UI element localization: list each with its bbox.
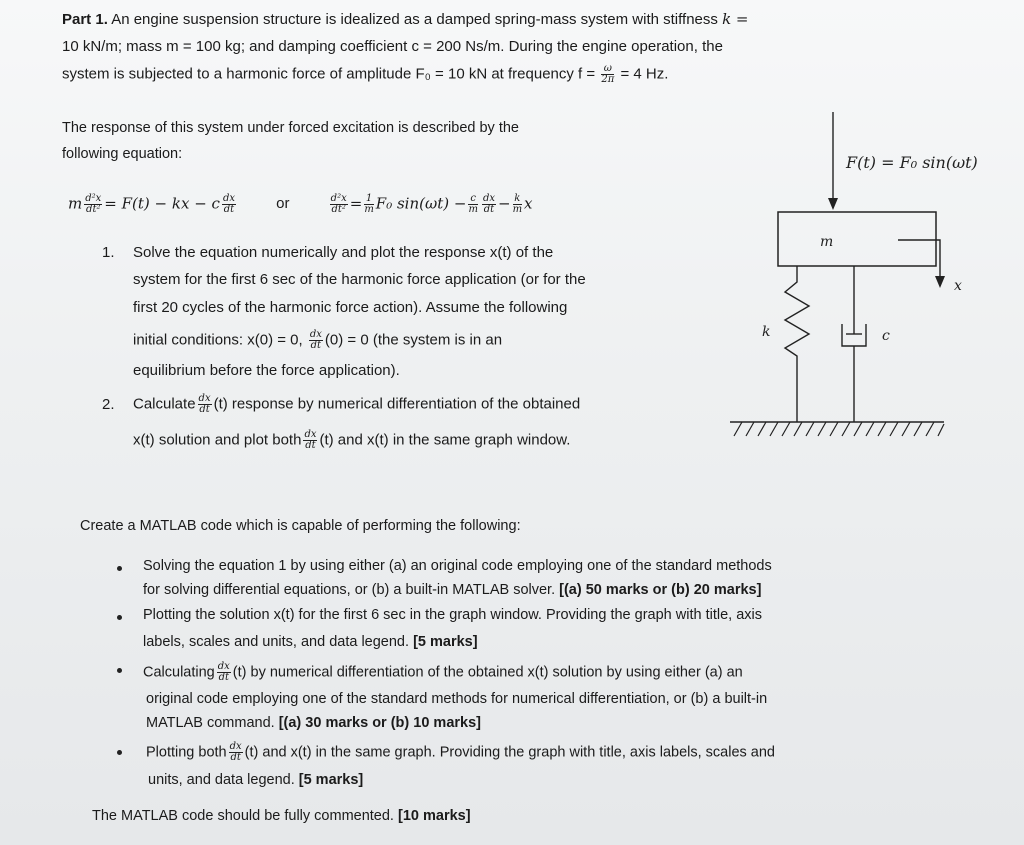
mass-label: m — [820, 234, 834, 250]
spring — [785, 266, 809, 422]
bullet1-line-1: Solving the equation 1 by using either (a) an original code employing one of the standard methods — [143, 558, 772, 574]
eq-m: m — [68, 194, 83, 213]
eq-num: 1 — [365, 193, 373, 204]
bullet-dot — [117, 566, 122, 571]
eq-num: dx — [198, 393, 211, 404]
footer-line — [92, 808, 471, 824]
task2-dxdt-frac — [198, 394, 212, 415]
bullet3-line-3 — [146, 715, 481, 731]
intro-line-2: 10 kN/m; mass m = 100 kg; and damping coefficient c = 200 Ns/m. During the engine operation, the — [62, 38, 723, 55]
bullet3-calc: Calculating — [143, 664, 215, 681]
bullet3-cmd: MATLAB command. — [146, 715, 275, 731]
task1-line-1: Solve the equation numerically and plot the response x(t) of the — [133, 244, 554, 261]
task2-number: 2. — [102, 396, 115, 413]
bullet2-line-1: Plotting the solution x(t) for the first 6 sec in the graph window. Providing the graph with title, axis — [143, 607, 762, 623]
eq2-1m-frac — [364, 194, 373, 215]
eq-num: dx — [482, 193, 495, 204]
bullet1-text: for solving differential equations, or (b) a built-in MATLAB solver. — [143, 582, 556, 598]
intro-text: An engine suspension structure is idealized as a damped spring-mass system with stiffness — [111, 11, 718, 28]
bullet4-units: units, and data legend. — [148, 772, 295, 788]
task1-number: 1. — [102, 244, 115, 261]
task2-dxdt-frac-2 — [303, 430, 317, 451]
eq-d2x-frac — [84, 194, 102, 215]
response-line-1: The response of this system under forced excitation is described by the — [62, 120, 519, 136]
bullet4-marks: [5 marks] — [298, 772, 364, 788]
bullet2-marks: [5 marks] — [413, 634, 478, 650]
task1-line-5: equilibrium before the force application). — [133, 362, 400, 379]
bullet1-line-2 — [143, 582, 761, 598]
eq-num: c — [470, 193, 476, 204]
displacement-label: x — [954, 278, 962, 294]
force-arrow-head — [828, 198, 838, 210]
eq-den: dt — [230, 752, 241, 763]
eq-num: dx — [222, 193, 235, 204]
eq2-equals: = — [349, 194, 363, 213]
eq-num: dx — [309, 329, 322, 340]
response-line-2: following equation: — [62, 146, 183, 162]
eq-den: dt — [483, 204, 495, 215]
task2-line-1 — [133, 394, 580, 415]
eq-den: dt² — [86, 204, 101, 215]
bullet3-line-1 — [143, 662, 743, 683]
bullet4-line-1 — [146, 742, 775, 763]
bullet4-text: (t) and x(t) in the same graph. Providing the graph with title, axis labels, scales and — [244, 744, 775, 761]
bullet-dot — [117, 750, 122, 755]
eq-num: d²x — [85, 193, 102, 204]
bullet2-line-2 — [143, 634, 478, 650]
eq2-minus: − — [497, 194, 511, 213]
eq-num: dx — [304, 429, 317, 440]
spring-label: k — [762, 324, 771, 340]
task2-x-solution: x(t) solution and plot both — [133, 431, 302, 449]
task1-line-2: system for the first 6 sec of the harmonic force application (or for the — [133, 271, 586, 288]
frac-den: 2π — [601, 74, 615, 85]
eq2-dxdt-frac — [482, 194, 496, 215]
bullet1-marks: [(a) 50 marks or (b) 20 marks] — [559, 582, 762, 598]
ground-hatch — [734, 422, 944, 436]
part-label: Part 1. — [62, 11, 108, 28]
frac-num: ω — [601, 64, 614, 75]
eq-den: dt — [310, 340, 322, 351]
intro-line-3 — [62, 64, 668, 85]
eq-den: m — [364, 204, 374, 215]
task2-calc: Calculate — [133, 395, 196, 413]
eq-num: dx — [217, 661, 230, 672]
eq-den: dt — [305, 440, 316, 451]
eq-den: dt — [218, 672, 229, 683]
eq-num: dx — [229, 741, 242, 752]
eq-den: dt — [199, 404, 210, 415]
bullet3-marks: [(a) 30 marks or (b) 10 marks] — [278, 715, 481, 731]
eq2-cdx-frac — [468, 194, 477, 215]
eq-den: m — [468, 204, 478, 215]
task1-dxdt-frac — [309, 330, 323, 351]
eq-den: dt² — [331, 204, 346, 215]
eq-num: k — [514, 193, 521, 204]
bullet4-plot: Plotting both — [146, 744, 227, 761]
eq-num: d²x — [330, 193, 347, 204]
bullet4-line-2 — [148, 772, 363, 788]
spring-mass-damper-diagram — [700, 100, 1024, 450]
create-heading: Create a MATLAB code which is capable of performing the following: — [80, 518, 521, 534]
damper-label: c — [882, 328, 890, 344]
equation-row — [68, 194, 533, 215]
bullet-dot — [117, 615, 122, 620]
eq2-force: F₀ sin(ωt) − — [375, 194, 467, 213]
eq2-x: x — [524, 194, 533, 213]
task1-ic-b: (0) = 0 (the system is in an — [324, 331, 503, 349]
eq2-d2x-frac — [330, 194, 348, 215]
eq2-km-frac — [513, 194, 522, 215]
footer-text: The MATLAB code should be fully commented. — [92, 808, 394, 824]
bullet4-dxdt-frac — [229, 742, 243, 763]
displacement-arrow-head — [935, 276, 945, 288]
task1-ic-a: initial conditions: x(0) = 0, — [133, 331, 303, 349]
displacement-arrow — [898, 240, 940, 278]
force-label: F(t) = F₀ sin(ωt) — [846, 153, 978, 172]
eq-den: m — [512, 204, 523, 215]
bullet2-text: labels, scales and units, and data legend. — [143, 634, 410, 650]
task1-line-4 — [133, 330, 502, 351]
eq-dxdt-frac — [222, 194, 236, 215]
intro-eq: k = — [722, 10, 749, 28]
bullet3-line-2: original code employing one of the standard methods for numerical differentiation, or (b) a built-in — [146, 691, 768, 707]
bullet3-dxdt-frac — [217, 662, 231, 683]
task2-rest: (t) response by numerical differentiation of the obtained — [213, 395, 581, 413]
footer-marks: [10 marks] — [398, 808, 471, 824]
intro-line-3a: system is subjected to a harmonic force of amplitude F₀ = 10 kN at frequency f = — [62, 65, 596, 83]
eq-lhs: = F(t) − kx − c — [104, 194, 220, 213]
task1-line-3: first 20 cycles of the harmonic force action). Assume the following — [133, 299, 568, 316]
bullet-dot — [117, 668, 122, 673]
eq-den: dt — [223, 204, 235, 215]
intro-line-3b: = 4 Hz. — [620, 65, 669, 83]
task2-rest-2: (t) and x(t) in the same graph window. — [319, 431, 571, 449]
bullet3-text: (t) by numerical differentiation of the obtained x(t) solution by using either (a) an — [232, 664, 743, 681]
eq-or: or — [276, 195, 290, 213]
intro-line-1 — [62, 10, 749, 28]
mass-block — [778, 212, 936, 266]
task2-line-2 — [133, 430, 570, 451]
omega-fraction — [601, 64, 614, 85]
